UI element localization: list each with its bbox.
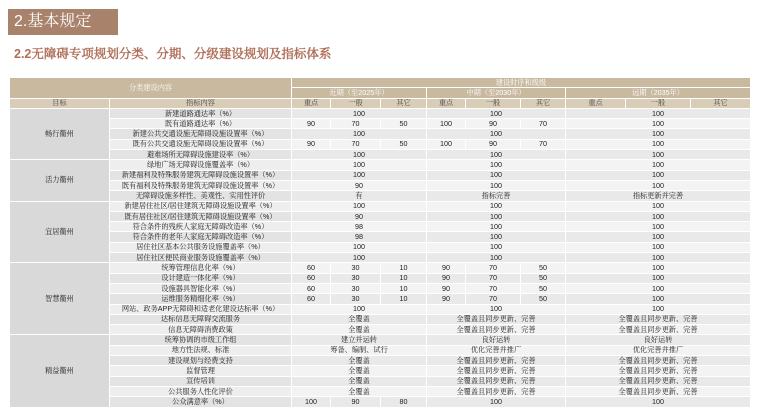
long-value: 100	[566, 397, 751, 407]
indicator-label: 居住社区基本公共服务设施覆盖率（%）	[110, 242, 292, 252]
mid-value: 100	[427, 119, 466, 129]
category-label: 畅行衢州	[10, 108, 110, 159]
indicator-label: 符合条件的老年人家庭无障碍改造率（%）	[110, 232, 292, 242]
table-row	[10, 129, 751, 139]
near-value: 100	[292, 253, 427, 263]
long-value: 100	[566, 283, 751, 293]
mid-value: 70	[521, 119, 566, 129]
indicator-table	[9, 77, 751, 408]
table-row	[10, 345, 751, 355]
near-value: 60	[292, 283, 331, 293]
header-long: 远期（2035年）	[566, 88, 751, 98]
indicator-label: 绿地广场无障碍设施覆盖率（%）	[110, 160, 292, 170]
long-value: 100	[566, 304, 751, 314]
near-value: 98	[292, 232, 427, 242]
indicator-label: 既有道路通达率（%）	[110, 119, 292, 129]
mid-value: 90	[427, 294, 466, 304]
table-row	[10, 314, 751, 324]
near-value: 100	[292, 201, 427, 211]
near-value: 100	[292, 242, 427, 252]
long-value: 优化完善并推广	[566, 345, 751, 355]
long-value: 100	[566, 170, 751, 180]
indicator-label: 监督管理	[110, 366, 292, 376]
near-value: 10	[381, 263, 427, 273]
mid-value: 100	[427, 108, 566, 118]
table-row	[10, 294, 751, 304]
long-value: 良好运转	[566, 335, 751, 345]
indicator-label: 新建居住社区/居住建筑无障碍设施设置率（%）	[110, 201, 292, 211]
mid-value: 90	[427, 283, 466, 293]
near-value: 60	[292, 273, 331, 283]
table-row	[10, 263, 751, 273]
near-value: 30	[331, 283, 381, 293]
table-row	[10, 119, 751, 129]
table-row	[10, 180, 751, 190]
long-value: 100	[566, 180, 751, 190]
mid-value: 良好运转	[427, 335, 566, 345]
header-content: 分类建设内容	[10, 78, 292, 99]
long-value: 100	[566, 273, 751, 283]
indicator-label: 统筹协调的市级工作组	[110, 335, 292, 345]
long-value: 100	[566, 150, 751, 160]
near-value: 30	[331, 294, 381, 304]
near-value: 10	[381, 283, 427, 293]
near-value: 100	[292, 397, 331, 407]
indicator-label: 符合条件的残疾人家庭无障碍改造率（%）	[110, 222, 292, 232]
long-value: 100	[566, 119, 751, 129]
mid-value: 70	[466, 263, 521, 273]
near-value: 有	[292, 191, 427, 201]
mid-value: 100	[427, 139, 466, 149]
mid-value: 90	[427, 263, 466, 273]
near-value: 100	[292, 304, 427, 314]
table-row	[10, 325, 751, 335]
table-row	[10, 201, 751, 211]
category-label: 活力衢州	[10, 160, 110, 201]
level-general: 一般	[626, 98, 691, 108]
indicator-label: 设计建造一体化率（%）	[110, 273, 292, 283]
header-mid: 中期（至2030年）	[427, 88, 566, 98]
near-value: 100	[292, 160, 427, 170]
page-subtitle: 2.2无障碍专项规划分类、分期、分级建设规划及指标体系	[14, 47, 332, 61]
long-value: 全覆盖且同步更新、完善	[566, 386, 751, 396]
table-row	[10, 191, 751, 201]
mid-value: 全覆盖且同步更新、完善	[427, 376, 566, 386]
mid-value: 100	[427, 180, 566, 190]
indicator-label: 新建福利及特殊服务建筑无障碍设施设置率（%）	[110, 170, 292, 180]
long-value: 100	[566, 242, 751, 252]
table-row	[10, 150, 751, 160]
level-general: 一般	[466, 98, 521, 108]
mid-value: 50	[521, 263, 566, 273]
mid-value: 50	[521, 273, 566, 283]
near-value: 全覆盖	[292, 386, 427, 396]
mid-value: 全覆盖且同步更新、完善	[427, 325, 566, 335]
mid-value: 全覆盖且同步更新、完善	[427, 356, 566, 366]
mid-value: 100	[427, 129, 566, 139]
long-value: 100	[566, 232, 751, 242]
indicator-label: 运维服务精细化率（%）	[110, 294, 292, 304]
indicator-label: 避难场所无障碍设施建设率（%）	[110, 150, 292, 160]
level-key: 重点	[427, 98, 466, 108]
mid-value: 100	[427, 232, 566, 242]
level-other: 其它	[691, 98, 751, 108]
near-value: 90	[292, 211, 427, 221]
table-row	[10, 283, 751, 293]
indicator-label: 网站、政务APP无障碍和适老化建设达标率（%）	[110, 304, 292, 314]
mid-value: 70	[466, 283, 521, 293]
long-value: 全覆盖且同步更新、完善	[566, 376, 751, 386]
level-key: 重点	[566, 98, 626, 108]
mid-value: 50	[521, 294, 566, 304]
near-value: 全覆盖	[292, 356, 427, 366]
mid-value: 70	[466, 273, 521, 283]
mid-value: 100	[427, 150, 566, 160]
table-row	[10, 356, 751, 366]
mid-value: 指标完善	[427, 191, 566, 201]
table-row	[10, 108, 751, 118]
near-value: 70	[331, 119, 381, 129]
mid-value: 全覆盖且同步更新、完善	[427, 386, 566, 396]
long-value: 100	[566, 294, 751, 304]
long-value: 全覆盖且同步更新、完善	[566, 356, 751, 366]
table-row	[10, 366, 751, 376]
table-row	[10, 335, 751, 345]
table-row	[10, 304, 751, 314]
mid-value: 50	[521, 283, 566, 293]
table-row	[10, 253, 751, 263]
mid-value: 100	[427, 201, 566, 211]
near-value: 100	[292, 129, 427, 139]
long-value: 100	[566, 201, 751, 211]
indicator-label: 既有居住社区/居住建筑无障碍设施设置率（%）	[110, 211, 292, 221]
indicator-label: 地方性法规、标准	[110, 345, 292, 355]
header-schedule: 建设时序和级级	[292, 78, 751, 88]
level-general: 一般	[331, 98, 381, 108]
mid-value: 100	[427, 222, 566, 232]
near-value: 50	[381, 139, 427, 149]
level-other: 其它	[381, 98, 427, 108]
table-row	[10, 273, 751, 283]
mid-value: 100	[427, 304, 566, 314]
near-value: 60	[292, 263, 331, 273]
indicator-label: 新建公共交通设施无障碍设施设置率（%）	[110, 129, 292, 139]
level-key: 重点	[292, 98, 331, 108]
indicator-label: 既有公共交通设施无障碍设施设置率（%）	[110, 139, 292, 149]
near-value: 90	[331, 397, 381, 407]
near-value: 30	[331, 263, 381, 273]
near-value: 100	[292, 150, 427, 160]
category-label: 宜居衢州	[10, 201, 110, 263]
table-row	[10, 170, 751, 180]
table-row	[10, 397, 751, 407]
mid-value: 100	[427, 160, 566, 170]
indicator-label: 宣传培训	[110, 376, 292, 386]
indicator-label: 新建道路通达率（%）	[110, 108, 292, 118]
near-value: 60	[292, 294, 331, 304]
near-value: 70	[331, 139, 381, 149]
table-row	[10, 386, 751, 396]
near-value: 10	[381, 294, 427, 304]
category-label: 智慧衢州	[10, 263, 110, 335]
indicator-label: 无障碍设施多样性、美观性、实用性评价	[110, 191, 292, 201]
indicator-label: 建设规划与经费支持	[110, 356, 292, 366]
mid-value: 70	[466, 294, 521, 304]
near-value: 90	[292, 119, 331, 129]
level-other: 其它	[521, 98, 566, 108]
mid-value: 全覆盖且同步更新、完善	[427, 314, 566, 324]
mid-value: 100	[427, 211, 566, 221]
near-value: 80	[381, 397, 427, 407]
long-value: 100	[566, 139, 751, 149]
near-value: 100	[292, 108, 427, 118]
near-value: 90	[292, 139, 331, 149]
category-label: 精益衢州	[10, 335, 110, 407]
indicator-label: 统筹管理信息化率（%）	[110, 263, 292, 273]
mid-value: 100	[427, 242, 566, 252]
near-value: 全覆盖	[292, 366, 427, 376]
mid-value: 90	[466, 119, 521, 129]
mid-value: 90	[427, 273, 466, 283]
table-row	[10, 376, 751, 386]
mid-value: 全覆盖且同步更新、完善	[427, 366, 566, 376]
mid-value: 优化完善并推广	[427, 345, 566, 355]
table-row	[10, 222, 751, 232]
mid-value: 100	[427, 170, 566, 180]
long-value: 100	[566, 108, 751, 118]
mid-value: 100	[427, 253, 566, 263]
header-target: 目标	[10, 98, 110, 108]
long-value: 100	[566, 253, 751, 263]
near-value: 10	[381, 273, 427, 283]
mid-value: 70	[521, 139, 566, 149]
table-row	[10, 242, 751, 252]
long-value: 全覆盖且同步更新、完善	[566, 325, 751, 335]
near-value: 全覆盖	[292, 325, 427, 335]
near-value: 30	[331, 273, 381, 283]
near-value: 建立并运转	[292, 335, 427, 345]
table-row	[10, 139, 751, 149]
table-row	[10, 160, 751, 170]
header-near: 近期（至2025年）	[292, 88, 427, 98]
near-value: 筹备、编制、试行	[292, 345, 427, 355]
table-row	[10, 211, 751, 221]
indicator-label: 公众满意率（%）	[110, 397, 292, 407]
near-value: 全覆盖	[292, 376, 427, 386]
long-value: 100	[566, 263, 751, 273]
long-value: 全覆盖且同步更新、完善	[566, 314, 751, 324]
long-value: 指标更新并完善	[566, 191, 751, 201]
long-value: 100	[566, 222, 751, 232]
near-value: 90	[292, 180, 427, 190]
near-value: 全覆盖	[292, 314, 427, 324]
header-indicator: 指标内容	[110, 98, 292, 108]
long-value: 100	[566, 129, 751, 139]
indicator-label: 既有福利及特殊服务建筑无障碍设施设置率（%）	[110, 180, 292, 190]
section-title: 2.基本规定	[8, 9, 118, 35]
long-value: 全覆盖且同步更新、完善	[566, 366, 751, 376]
near-value: 98	[292, 222, 427, 232]
indicator-label: 达标信息无障碍交流服务	[110, 314, 292, 324]
indicator-label: 信息无障碍消费政策	[110, 325, 292, 335]
near-value: 100	[292, 170, 427, 180]
mid-value: 100	[427, 397, 566, 407]
indicator-label: 公共服务人性化评价	[110, 386, 292, 396]
table-row	[10, 232, 751, 242]
indicator-label: 设施器具智能化率（%）	[110, 283, 292, 293]
near-value: 50	[381, 119, 427, 129]
long-value: 100	[566, 211, 751, 221]
mid-value: 90	[466, 139, 521, 149]
indicator-label: 居住社区便民商业服务设施覆盖率（%）	[110, 253, 292, 263]
long-value: 100	[566, 160, 751, 170]
